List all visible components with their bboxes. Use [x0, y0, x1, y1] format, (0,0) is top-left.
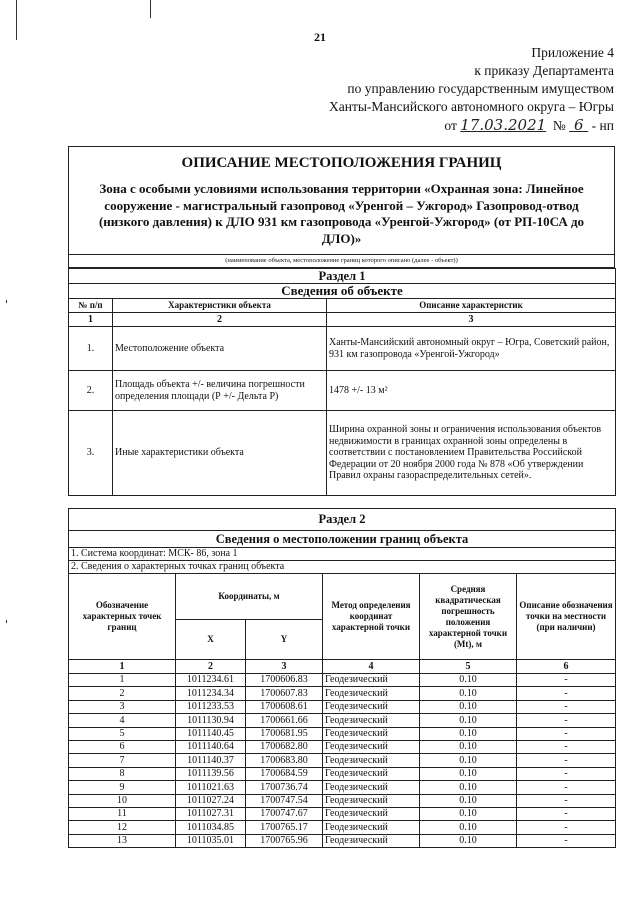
appendix-block [329, 44, 614, 135]
point-number: 1 [69, 674, 176, 687]
point-description: - [517, 700, 616, 713]
x-coordinate: 1011233.53 [176, 700, 246, 713]
column-header: Координаты, м [176, 574, 323, 620]
point-description: - [517, 821, 616, 834]
document-title: ОПИСАНИЕ МЕСТОПОЛОЖЕНИЯ ГРАНИЦ [181, 155, 502, 171]
position-error: 0.10 [420, 714, 517, 727]
coordinate-system: 1. Система координат: МСК- 86, зона 1 [69, 548, 616, 561]
x-coordinate: 1011234.34 [176, 687, 246, 700]
point-number: 3 [69, 700, 176, 713]
position-error: 0.10 [420, 807, 517, 820]
method: Геодезический [323, 821, 420, 834]
point-description: - [517, 767, 616, 780]
position-error: 0.10 [420, 674, 517, 687]
object-name: Зона с особыми условиями использования территории «Охранная зона: Линейное сооружение - магистральный газопровод «Уренгой – Ужгород» Газопровод-отвод (низкого давления) к ДЛО 931 км газопровода «Уренгой-Ужгород» (от РП-10СА до ДЛО)» [98, 181, 585, 246]
appendix-date-line [329, 116, 614, 135]
method: Геодезический [323, 781, 420, 794]
column-header: Средняя квадратическая погрешность положения характерной точки (Mt), м [420, 574, 517, 660]
section2-table [68, 508, 616, 848]
section2-subtitle: Сведения о местоположении границ объекта [69, 531, 616, 548]
column-number: 5 [420, 660, 517, 674]
point-description: - [517, 781, 616, 794]
method: Геодезический [323, 834, 420, 847]
table-row [69, 834, 616, 847]
x-coordinate: 1011130.94 [176, 714, 246, 727]
table-row [69, 700, 616, 713]
x-coordinate: 1011021.63 [176, 781, 246, 794]
point-description: - [517, 740, 616, 753]
scan-mark [150, 0, 151, 18]
point-number: 11 [69, 807, 176, 820]
header-box [68, 146, 615, 268]
column-header: Обозначение характерных точек границ [69, 574, 176, 660]
points-caption: 2. Сведения о характерных точках границ объекта [69, 561, 616, 574]
table-row [69, 807, 616, 820]
table-row [69, 740, 616, 753]
table-row [69, 794, 616, 807]
section2-title: Раздел 2 [69, 509, 616, 531]
method: Геодезический [323, 727, 420, 740]
column-number: 4 [323, 660, 420, 674]
x-coordinate: 1011034.85 [176, 821, 246, 834]
y-coordinate: 1700683.80 [246, 754, 323, 767]
y-coordinate: 1700765.17 [246, 821, 323, 834]
column-number: 2 [113, 313, 327, 327]
y-coordinate: 1700684.59 [246, 767, 323, 780]
appendix-line: к приказу Департамента [474, 63, 614, 78]
x-coordinate: 1011140.45 [176, 727, 246, 740]
y-coordinate: 1700661.66 [246, 714, 323, 727]
table-row [69, 781, 616, 794]
position-error: 0.10 [420, 821, 517, 834]
point-description: - [517, 727, 616, 740]
point-number: 4 [69, 714, 176, 727]
y-coordinate: 1700747.54 [246, 794, 323, 807]
object-name-note: (наименование объекта, местоположение границ которого описано (далее - объект)) [69, 254, 614, 267]
position-error: 0.10 [420, 834, 517, 847]
number-prefix: № [552, 118, 566, 133]
position-error: 0.10 [420, 794, 517, 807]
point-description: - [517, 674, 616, 687]
characteristic-value: 1478 +/- 13 м² [327, 371, 616, 411]
point-number: 9 [69, 781, 176, 794]
point-number: 5 [69, 727, 176, 740]
table-row [69, 674, 616, 687]
method: Геодезический [323, 714, 420, 727]
appendix-line: Приложение 4 [531, 45, 614, 60]
table-row [69, 821, 616, 834]
x-coordinate: 1011140.64 [176, 740, 246, 753]
characteristic-name: Местоположение объекта [113, 327, 327, 371]
point-description: - [517, 834, 616, 847]
date-prefix: от [444, 118, 457, 133]
column-number: 3 [327, 313, 616, 327]
y-coordinate: 1700765.96 [246, 834, 323, 847]
position-error: 0.10 [420, 781, 517, 794]
x-coordinate: 1011035.01 [176, 834, 246, 847]
y-coordinate: 1700606.83 [246, 674, 323, 687]
x-coordinate: 1011027.24 [176, 794, 246, 807]
y-coordinate: 1700607.83 [246, 687, 323, 700]
table-row [69, 714, 616, 727]
table-row [69, 727, 616, 740]
point-description: - [517, 807, 616, 820]
appendix-line: Ханты-Мансийского автономного округа – Югры [329, 99, 614, 114]
section1-table [68, 268, 616, 496]
point-description: - [517, 714, 616, 727]
date-value: 17.03.2021 [460, 116, 547, 134]
point-number: 7 [69, 754, 176, 767]
point-number: 13 [69, 834, 176, 847]
column-number: 1 [69, 313, 113, 327]
table-row [69, 754, 616, 767]
column-number: 2 [176, 660, 246, 674]
point-number: 12 [69, 821, 176, 834]
row-number: 3. [69, 411, 113, 496]
x-coordinate: 1011139.56 [176, 767, 246, 780]
table-row [69, 687, 616, 700]
y-coordinate: 1700736.74 [246, 781, 323, 794]
column-header: X [176, 620, 246, 660]
section1-subtitle: Сведения об объекте [69, 284, 616, 299]
number-value-text: 6 [573, 116, 584, 134]
method: Геодезический [323, 700, 420, 713]
position-error: 0.10 [420, 700, 517, 713]
point-description: - [517, 687, 616, 700]
number-suffix: - нп [591, 118, 614, 133]
point-description: - [517, 794, 616, 807]
method: Геодезический [323, 674, 420, 687]
column-header: Описание обозначения точки на местности (при наличии) [517, 574, 616, 660]
table-row [69, 767, 616, 780]
y-coordinate: 1700608.61 [246, 700, 323, 713]
table-row [69, 371, 616, 411]
characteristic-name: Площадь объекта +/- величина погрешности определения площади (Р +/- Дельта Р) [113, 371, 327, 411]
row-number: 2. [69, 371, 113, 411]
y-coordinate: 1700681.95 [246, 727, 323, 740]
column-number: 6 [517, 660, 616, 674]
row-number: 1. [69, 327, 113, 371]
characteristic-value: Ханты-Мансийский автономный округ – Югра, Советский район, 931 км газопровода «Уренгой-Ужгород» [327, 327, 616, 371]
point-number: 6 [69, 740, 176, 753]
method: Геодезический [323, 767, 420, 780]
point-number: 8 [69, 767, 176, 780]
method: Геодезический [323, 687, 420, 700]
column-number: 3 [246, 660, 323, 674]
characteristic-value: Ширина охранной зоны и ограничения использования объектов недвижимости в границах охранной зоны определены в соответствии с постановлением Правительства Российской Федерации от 20 ноября 2000 года № 878 «Об утверждении Правил охраны газораспределительных сетей». [327, 411, 616, 496]
column-header: Описание характеристик [327, 299, 616, 313]
column-header: Метод определения координат характерной точки [323, 574, 420, 660]
position-error: 0.10 [420, 767, 517, 780]
position-error: 0.10 [420, 727, 517, 740]
column-number: 1 [69, 660, 176, 674]
characteristic-name: Иные характеристики объекта [113, 411, 327, 496]
column-header: Y [246, 620, 323, 660]
y-coordinate: 1700682.80 [246, 740, 323, 753]
position-error: 0.10 [420, 754, 517, 767]
position-error: 0.10 [420, 687, 517, 700]
method: Геодезический [323, 754, 420, 767]
position-error: 0.10 [420, 740, 517, 753]
x-coordinate: 1011140.37 [176, 754, 246, 767]
section1-title: Раздел 1 [69, 269, 616, 284]
method: Геодезический [323, 794, 420, 807]
point-number: 2 [69, 687, 176, 700]
column-header: Характеристики объекта [113, 299, 327, 313]
point-number: 10 [69, 794, 176, 807]
page-number: 21 [314, 30, 326, 44]
method: Геодезический [323, 807, 420, 820]
number-value [569, 116, 588, 134]
scan-mark [6, 620, 7, 623]
scan-mark [6, 300, 7, 303]
method: Геодезический [323, 740, 420, 753]
point-description: - [517, 754, 616, 767]
table-row [69, 327, 616, 371]
appendix-line: по управлению государственным имуществом [347, 81, 614, 96]
table-row [69, 411, 616, 496]
x-coordinate: 1011234.61 [176, 674, 246, 687]
column-header: № п/п [69, 299, 113, 313]
x-coordinate: 1011027.31 [176, 807, 246, 820]
y-coordinate: 1700747.67 [246, 807, 323, 820]
